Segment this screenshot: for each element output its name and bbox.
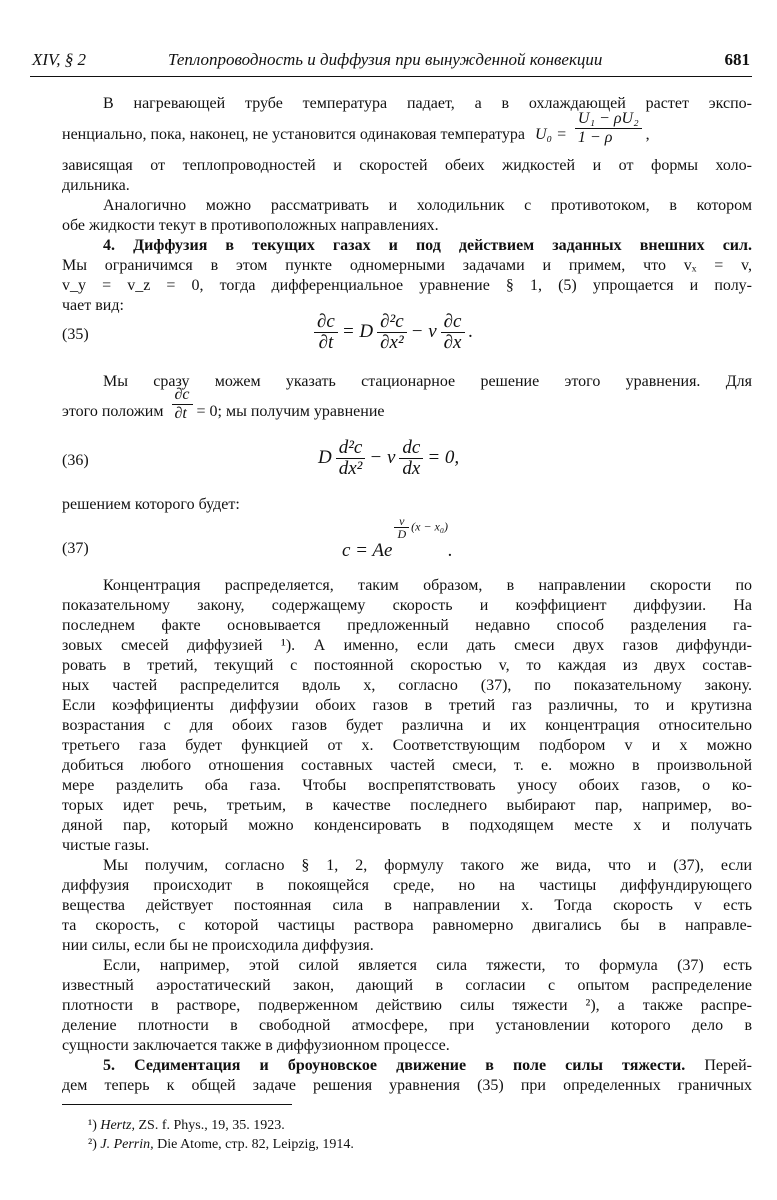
fraction-numerator: ∂²c xyxy=(377,312,407,333)
exponent-denominator: D xyxy=(397,526,407,541)
text-span: = 0; мы получим уравнение xyxy=(196,403,385,421)
fraction xyxy=(377,312,407,353)
text-line: дильника. xyxy=(62,177,130,194)
exponent-numerator: v xyxy=(394,515,409,528)
text-line: третьего газа будет функцией от x. Соответствующим подбором v и x можно xyxy=(62,737,752,754)
fraction-denominator: ∂t xyxy=(318,332,334,353)
text-line: Мы ограничимся в этом пункте одномерными задачами и примем, что vₓ = v, xyxy=(62,257,752,274)
equation-number-35: (35) xyxy=(62,326,89,343)
inline-fraction xyxy=(172,386,193,423)
text-span: ненциально, пока, наконец, не установится одинаковая температура xyxy=(62,126,525,144)
equation-lhs: c = Ae xyxy=(342,540,393,561)
fraction-denominator: dx xyxy=(402,458,421,479)
exponent xyxy=(392,515,448,540)
text-line: диффузия происходит в покоящейся среде, но на частицы диффундирующего xyxy=(62,877,752,894)
text-line: добиться любого отношения составных частей смеси, т. е. можно в произвольной xyxy=(62,757,752,774)
fraction-numerator: ∂c xyxy=(172,386,193,405)
text-line: чает вид: xyxy=(62,297,124,314)
text-line: Если коэффициенты диффузии обоих газов в третий газ различны, то и крутизна xyxy=(62,697,752,714)
text-line: Аналогично можно рассматривать и холодильник с противотоком, в котором xyxy=(103,197,752,214)
text-line: дем теперь к общей задаче решения уравнения (35) при определенных граничных xyxy=(62,1077,752,1094)
text-line: чистые газы. xyxy=(62,837,150,854)
fraction-numerator: ∂c xyxy=(314,312,338,333)
fraction-numerator: d²c xyxy=(336,438,366,459)
equation-tail: = 0, xyxy=(427,446,460,468)
fraction-numerator: ∂c xyxy=(441,312,465,333)
coefficient-D: D xyxy=(318,446,332,468)
running-title: Теплопроводность и диффузия при вынужденной конвекции xyxy=(168,50,603,69)
footnote-reference: ZS. f. Phys., 19, 35. 1923. xyxy=(138,1118,285,1133)
text-line: решением которого будет: xyxy=(62,496,240,513)
text-line: нии силы, если бы не происходила диффузия. xyxy=(62,937,374,954)
text-span: Перей- xyxy=(704,1057,752,1074)
exponent-tail: (x − x₀) xyxy=(411,519,449,533)
section-heading-4: 4. Диффузия в текущих газах и под действием заданных внешних сил. xyxy=(103,237,752,254)
text-line: мере разделить оба газа. Чтобы воспрепятствовать уносу обоих газов, о ко- xyxy=(62,777,752,794)
running-header xyxy=(30,50,752,77)
text-line: плотности в растворе, подверженном действию силы тяжести ²), а также распре- xyxy=(62,997,752,1014)
fraction xyxy=(314,312,338,353)
text-line: деление плотности в свободной атмосфере, при установлении которого дело в xyxy=(62,1017,752,1034)
equation-tail: . xyxy=(468,320,474,342)
text-line: известный аэростатический закон, дающий в согласии с опытом распределение xyxy=(62,977,752,994)
footnote-reference: Die Atome, стр. 82, Leipzig, 1914. xyxy=(157,1137,354,1152)
footnote-rule xyxy=(62,1104,292,1105)
fraction-denominator: ∂x xyxy=(443,332,462,353)
footnote-mark: ¹) xyxy=(88,1118,97,1133)
equation-35 xyxy=(310,312,473,353)
page-number: 681 xyxy=(724,50,750,69)
footnote-author: J. Perrin, xyxy=(100,1137,154,1152)
text-line: Мы получим, согласно § 1, 2, формулу такого же вида, что и (37), если xyxy=(103,857,752,874)
formula-tail: , xyxy=(645,126,650,144)
text-line: v_y = v_z = 0, тогда дифференциальное уравнение § 1, (5) упрощается и полу- xyxy=(62,277,752,294)
text-line: Мы сразу можем указать стационарное решение этого уравнения. Для xyxy=(103,373,752,390)
text-line: ровать в третий, текущий с постоянной скоростью v, то каждая из двух состав- xyxy=(62,657,752,674)
fraction xyxy=(441,312,465,353)
footnote-2 xyxy=(88,1137,354,1153)
fraction-numerator: dc xyxy=(399,438,423,459)
formula-fraction xyxy=(575,110,642,147)
text-line: дяной пар, который можно конденсировать в подходящем месте x и получать xyxy=(62,817,752,834)
section-label: XIV, § 2 xyxy=(32,50,86,69)
equation-number-37: (37) xyxy=(62,540,89,557)
text-line: сущности заключается также в диффузионном процессе. xyxy=(62,1037,450,1054)
equation-number-36: (36) xyxy=(62,452,89,469)
fraction xyxy=(336,438,366,479)
footnote-author: Hertz, xyxy=(100,1118,135,1133)
fraction-denominator: ∂t xyxy=(174,405,187,422)
equation-tail: . xyxy=(448,540,453,561)
text-line-with-formula xyxy=(62,110,752,147)
text-line: вещества действует постоянная сила в направлении x. Тогда скорость v есть xyxy=(62,897,752,914)
footnote-mark: ²) xyxy=(88,1137,97,1152)
text-span: этого положим xyxy=(62,403,164,421)
text-line: зовых смесей диффузией ¹). А именно, если дать смеси двух газов диффунди- xyxy=(62,637,752,654)
text-line: зависящая от теплопроводностей и скоростей обеих жидкостей и от формы холо- xyxy=(62,157,752,174)
text-line: В нагревающей трубе температура падает, а в охлаждающей растет экспо- xyxy=(103,95,752,112)
section-heading-5: 5. Седиментация и броуновское движение в поле силы тяжести. xyxy=(103,1057,686,1074)
text-line: Если, например, этой силой является сила тяжести, то формула (37) есть xyxy=(103,957,752,974)
equation-36 xyxy=(318,438,459,479)
fraction-denominator: dx² xyxy=(338,458,363,479)
text-line: обе жидкости текут в противоположных направлениях. xyxy=(62,217,439,234)
text-line: Концентрация распределяется, таким образом, в направлении скорости по xyxy=(103,577,752,594)
text-line: торых идет речь, третьим, в качестве последнего выбирают пар, например, во- xyxy=(62,797,752,814)
text-line: возрастания c для обоих газов будет различна и их концентрация относительно xyxy=(62,717,752,734)
text-line-with-formula xyxy=(62,386,752,423)
text-line: ных частей распределится вдоль x, согласно (37), по показательному закону. xyxy=(62,677,752,694)
fraction xyxy=(399,438,423,479)
equation-37 xyxy=(342,513,453,561)
minus-v: − v xyxy=(369,446,396,468)
text-line: та скорость, с которой частицы раствора равномерно двигались бы в направле- xyxy=(62,917,752,934)
equals-D: = D xyxy=(341,320,374,342)
fraction-numerator: U₁ − ρU₂ xyxy=(575,110,642,129)
text-line: последнем факте основывается предложенный недавно способ разделения га- xyxy=(62,617,752,634)
footnote-1 xyxy=(88,1118,285,1134)
text-line-with-heading xyxy=(103,1056,752,1076)
text-line: показательному закону, содержащему скорость и коэффициент диффузии. На xyxy=(62,597,752,614)
fraction-denominator: 1 − ρ xyxy=(577,129,613,146)
minus-v: − v xyxy=(410,320,437,342)
fraction-denominator: ∂x² xyxy=(380,332,404,353)
formula-lhs: U₀ = xyxy=(535,126,567,144)
